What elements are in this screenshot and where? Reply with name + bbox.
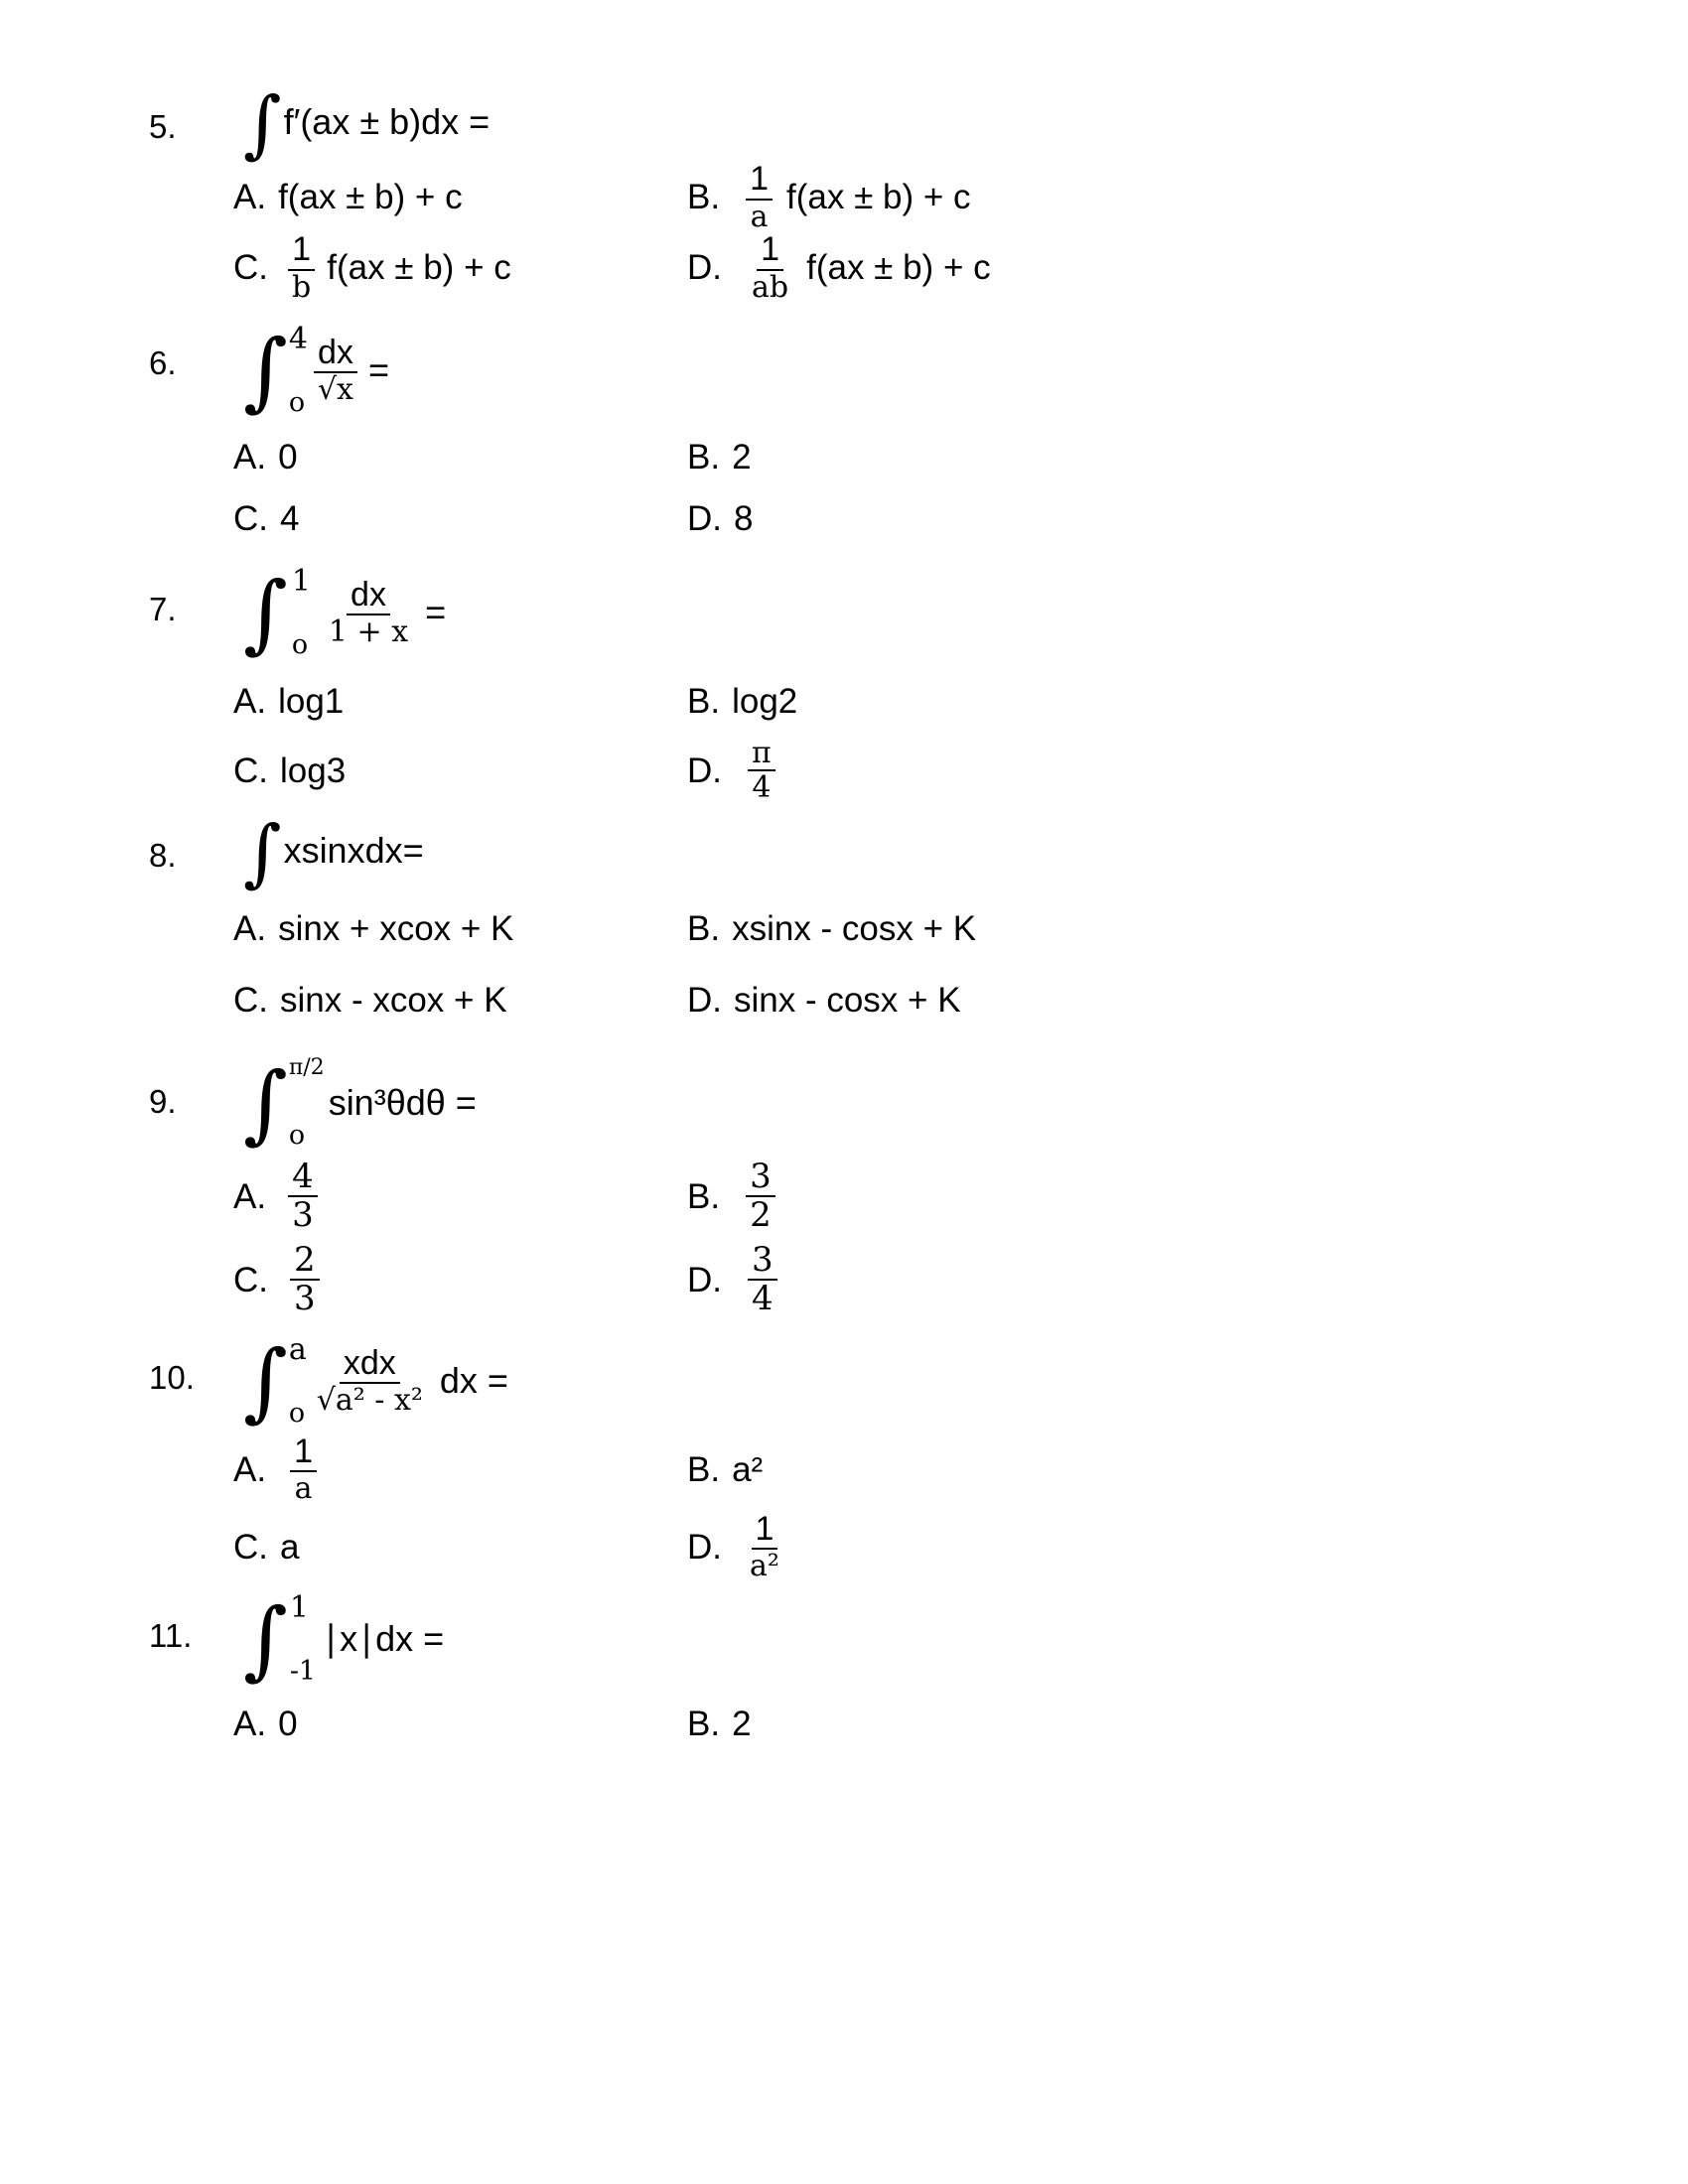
option-10-D-fraction [746,1509,783,1584]
option-6-D-text: 8 [734,498,754,538]
option-6-C-label: C. [233,498,268,538]
option-9-A-fraction [288,1156,318,1236]
option-7-D-fraction [748,735,775,806]
option-5-D-denominator: ab [752,269,789,305]
question-11-stem [149,1589,1479,1689]
question-6-numerator: dx [314,336,357,374]
question-7-number: 7. [149,591,177,628]
integral-with-limits [243,1053,325,1154]
option-5-C[interactable] [149,232,635,303]
question-5-integrand: f′(ax ± b)dx = [283,101,491,142]
option-9-D-denominator: 4 [752,1279,774,1319]
question-8 [149,810,1479,1035]
question-7-denominator: 1 + x [328,614,409,650]
option-9-A-denominator: 3 [292,1195,314,1236]
option-7-A[interactable] [149,670,635,732]
option-5-A-text: f(ax ± b) + c [278,178,463,217]
question-10-options [149,1431,1479,1585]
question-10-number: 10. [149,1359,195,1397]
question-7 [149,563,1479,809]
option-5-C-numerator: 1 [288,232,315,271]
question-8-number: 8. [149,837,177,875]
integral-limits [289,1055,325,1151]
option-10-C-label: C. [233,1527,268,1567]
option-7-D-numerator: π [748,738,775,772]
option-5-B-numerator: 1 [746,162,773,201]
option-9-C-fraction [290,1239,320,1319]
option-5-C-denominator: b [292,269,312,305]
option-9-B[interactable] [635,1155,1479,1238]
question-8-expression [243,810,1479,896]
option-11-A[interactable] [149,1693,635,1754]
option-9-D-fraction [748,1239,777,1319]
question-11-expression [243,1589,1479,1689]
option-6-C-text: 4 [280,498,300,538]
option-9-B-fraction [746,1156,775,1236]
option-9-D-numerator: 3 [748,1243,777,1282]
option-7-B-text: log2 [732,681,798,721]
option-7-B-label: B. [687,681,721,721]
question-9-options [149,1155,1479,1321]
option-11-A-text: 0 [278,1704,298,1743]
question-9-stem [149,1053,1479,1153]
question-7-stem [149,563,1479,662]
option-8-D[interactable] [635,964,1479,1035]
option-9-B-label: B. [687,1176,721,1216]
option-5-C-text: f(ax ± b) + c [327,248,511,288]
question-5-expression [243,80,1479,167]
option-5-D-numerator: 1 [757,232,783,271]
question-5-options [149,162,1479,303]
integral-limits [290,1591,316,1687]
option-8-B-label: B. [687,908,721,948]
option-6-C[interactable] [149,487,635,549]
option-9-C-denominator: 3 [294,1279,316,1319]
integral-lower-limit: -1 [289,1656,317,1688]
integral-sign-icon: ∫ [243,80,282,167]
option-5-D-text: f(ax ± b) + c [806,248,991,288]
option-8-B-text: xsinx - cosx + K [732,908,977,948]
question-10-numerator: xdx [340,1346,400,1385]
option-10-C[interactable] [149,1508,635,1585]
option-9-D[interactable] [635,1238,1479,1321]
option-7-C[interactable] [149,732,635,809]
question-6-number: 6. [149,344,177,382]
option-8-D-text: sinx - cosx + K [734,980,961,1020]
question-5-number: 5. [149,108,177,145]
option-5-B-text: f(ax ± b) + c [786,178,971,217]
option-7-A-label: A. [233,681,267,721]
option-6-B-text: 2 [732,437,752,477]
option-11-B[interactable] [635,1693,1479,1754]
question-10-stem [149,1331,1479,1431]
option-5-B-label: B. [687,178,721,217]
option-6-A-label: A. [233,437,267,477]
question-6-expression [243,321,1479,420]
option-9-A[interactable] [149,1155,635,1238]
option-5-B-fraction [746,162,773,232]
option-10-D-label: D. [687,1527,722,1567]
question-7-tail: = [425,592,447,633]
integral-lower-limit: o [288,1398,306,1430]
question-5-stem [149,80,1479,167]
question-sheet [149,80,1479,1754]
option-11-B-label: B. [687,1704,721,1743]
question-6-denominator: √x [317,372,353,408]
option-10-A-numerator: 1 [290,1434,317,1473]
option-7-D-label: D. [687,751,722,790]
option-10-D-denominator: a² [750,1549,779,1584]
option-9-C-label: C. [233,1260,268,1299]
integral-sign-icon: ∫ [243,810,282,896]
integral-sign-icon: ∫ [243,1589,288,1690]
integral-sign-icon: ∫ [243,563,288,663]
option-5-A-label: A. [233,178,267,217]
question-6-options [149,426,1479,549]
question-9 [149,1053,1479,1321]
option-10-D[interactable] [635,1508,1479,1585]
option-8-A-label: A. [233,908,267,948]
question-7-fraction [325,575,412,650]
question-6-stem [149,321,1479,420]
integral-upper-limit: 1 [289,1590,309,1626]
option-7-C-text: log3 [280,751,347,790]
integral-sign-icon: ∫ [243,1053,288,1154]
option-11-A-label: A. [233,1704,267,1743]
option-7-A-text: log1 [278,681,345,721]
option-5-D-label: D. [687,248,722,288]
question-7-numerator: dx [347,578,390,616]
option-8-A-text: sinx + xcox + K [278,908,514,948]
option-7-D-denominator: 4 [752,770,772,806]
integral-upper-limit: π/2 [288,1055,325,1081]
integral-with-limits [243,563,311,663]
option-11-B-text: 2 [732,1704,752,1743]
option-8-A[interactable] [149,892,635,964]
integral-limits [292,565,311,660]
question-11 [149,1589,1479,1754]
question-6-tail: = [367,349,389,391]
option-10-A-label: A. [233,1449,267,1489]
option-9-B-numerator: 3 [746,1160,775,1198]
option-5-C-label: C. [233,248,268,288]
question-9-number: 9. [149,1083,177,1121]
option-7-B[interactable] [635,670,1479,732]
option-10-B-label: B. [687,1449,721,1489]
option-6-B-label: B. [687,437,721,477]
question-10-fraction [313,1343,427,1419]
option-6-B[interactable] [635,426,1479,487]
option-5-D-fraction [748,232,792,303]
integral-lower-limit: o [288,387,306,419]
integral-lower-limit: o [291,629,309,661]
option-5-A[interactable] [149,162,635,232]
option-5-D[interactable] [635,232,1479,303]
option-6-D[interactable] [635,487,1479,549]
integral-lower-limit: o [288,1120,306,1152]
option-9-A-numerator: 4 [288,1160,318,1198]
question-11-integrand: ∣x∣dx = [322,1618,445,1660]
option-6-D-label: D. [687,498,722,538]
integral-with-limits [243,1589,317,1690]
option-10-A-fraction [290,1434,317,1505]
option-6-A-text: 0 [278,437,298,477]
option-10-A[interactable] [149,1431,635,1508]
integral-sign-icon: ∫ [243,321,288,421]
question-8-stem [149,810,1479,896]
question-6-fraction [314,333,357,408]
option-9-A-label: A. [233,1176,267,1216]
option-6-A[interactable] [149,426,635,487]
integral-with-limits [243,321,308,421]
question-9-expression [243,1053,1479,1153]
question-5 [149,80,1479,305]
option-10-A-denominator: a [294,1471,313,1507]
question-8-options [149,892,1479,1035]
question-6 [149,321,1479,549]
option-5-C-fraction [288,232,315,303]
option-9-C[interactable] [149,1238,635,1321]
integral-with-limits [243,1331,307,1432]
option-10-D-numerator: 1 [752,1512,778,1551]
option-9-D-label: D. [687,1260,722,1299]
option-7-D[interactable] [635,732,1479,809]
option-10-C-text: a [280,1527,300,1567]
option-9-B-denominator: 2 [750,1195,772,1236]
integral-upper-limit: a [288,1332,307,1368]
question-11-options [149,1693,1479,1754]
question-10-expression [243,1331,1479,1431]
question-10-denominator: √a² - x² [316,1383,423,1419]
question-8-integrand: xsinxdx= [283,830,424,872]
integral-sign-icon: ∫ [243,1331,288,1432]
option-8-C-text: sinx - xcox + K [280,980,507,1020]
option-8-D-label: D. [687,980,722,1020]
option-10-B[interactable] [635,1431,1479,1508]
option-8-C-label: C. [233,980,268,1020]
option-8-C[interactable] [149,964,635,1035]
integral-upper-limit: 1 [291,564,311,600]
integral-limits [289,323,308,418]
integral-limits [289,1333,307,1429]
question-10 [149,1331,1479,1585]
question-7-expression [243,563,1479,662]
option-9-C-numerator: 2 [290,1243,320,1282]
question-10-tail: dx = [439,1360,508,1402]
integral-upper-limit: 4 [288,322,308,357]
option-5-B-denominator: a [750,199,769,234]
question-9-integrand: sin³θdθ = [328,1082,477,1124]
question-7-options [149,670,1479,809]
option-10-B-text: a² [732,1449,764,1489]
option-7-C-label: C. [233,751,268,790]
question-11-number: 11. [149,1617,193,1655]
option-5-B[interactable] [635,162,1479,232]
option-8-B[interactable] [635,892,1479,964]
